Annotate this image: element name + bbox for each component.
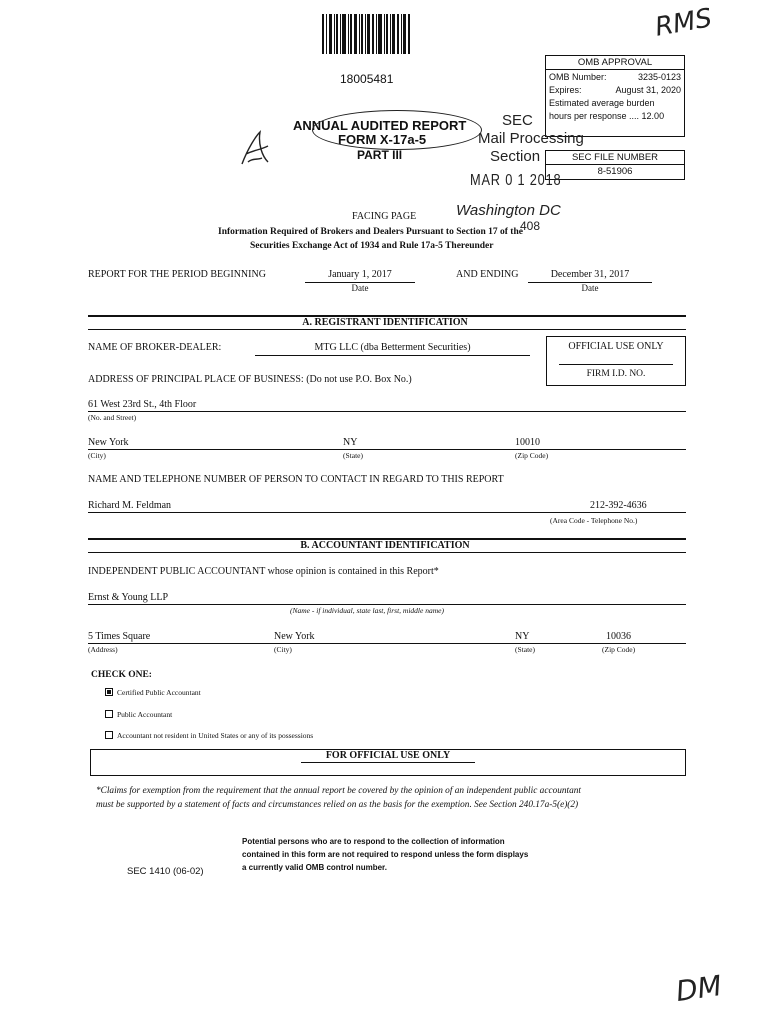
accountant-state: NY [515, 631, 530, 642]
form-title-line2: FORM X-17a-5 [338, 132, 427, 147]
option-cpa[interactable] [105, 688, 201, 697]
omb-burden-line2: hours per response .... 12.00 [549, 111, 665, 121]
contact-phone: 212-392-4636 [590, 500, 647, 511]
option-cpa-label: Certified Public Accountant [117, 688, 201, 697]
accountant-address: 5 Times Square [88, 631, 151, 642]
period-end-value: December 31, 2017 [550, 269, 630, 280]
accountant-state-caption: (State) [515, 645, 535, 654]
stamp-section: Section [490, 148, 541, 165]
option-public-accountant[interactable] [105, 710, 172, 719]
handwritten-initials-top: RMS [652, 3, 715, 43]
state-value: NY [343, 437, 358, 448]
check-one-label: CHECK ONE: [91, 670, 152, 680]
omb-title: OMB APPROVAL [546, 56, 684, 70]
omb-expires-label: Expires: [549, 85, 582, 95]
sec-file-number: 8-51906 [597, 166, 633, 177]
omb-number-label: OMB Number: [549, 72, 607, 82]
broker-value: MTG LLC (dba Betterment Securities) [314, 342, 471, 353]
form-code: SEC 1410 (06-02) [127, 866, 204, 877]
form-title-line3: PART III [357, 148, 403, 162]
omb-expires: August 31, 2020 [615, 85, 681, 95]
public-accountant-checkbox[interactable] [105, 710, 113, 718]
phone-caption: (Area Code - Telephone No.) [550, 516, 638, 525]
firm-id-label: FIRM I.D. NO. [586, 369, 646, 379]
claims-note-line2: must be supported by a statement of facts and circumstances relied on as the basis for the exemption. See Section 240.17a-5(e)(2) [96, 800, 579, 810]
broker-label: NAME OF BROKER-DEALER: [88, 342, 222, 353]
barcode-number: 18005481 [340, 72, 394, 86]
section-a-title: A. REGISTRANT IDENTIFICATION [302, 317, 468, 328]
cpa-checkbox[interactable] [105, 688, 113, 696]
accountant-zip-caption: (Zip Code) [602, 645, 636, 654]
period-and-ending: AND ENDING [456, 269, 519, 280]
potential-line2: contained in this form are not required to respond unless the form displays [242, 850, 529, 859]
form-title-line1: ANNUAL AUDITED REPORT [293, 118, 467, 133]
accountant-city-caption: (City) [274, 645, 292, 654]
option-not-resident[interactable] [105, 731, 313, 740]
handwritten-mark-left [238, 128, 272, 168]
info-line2: Securities Exchange Act of 1934 and Rule 17a-5 Thereunder [250, 241, 494, 251]
handwritten-initials-bottom: DM [673, 968, 724, 1009]
sec-file-title: SEC FILE NUMBER [546, 151, 684, 165]
omb-number: 3235-0123 [637, 72, 681, 82]
omb-approval-box [545, 55, 685, 137]
sec-file-box [545, 150, 685, 180]
claims-note-line1: *Claims for exemption from the requirement that the annual report be covered by the opinion of an independent public accountant [96, 786, 581, 796]
street-value: 61 West 23rd St., 4th Floor [88, 399, 197, 410]
for-official-use-label: FOR OFFICIAL USE ONLY [301, 750, 475, 763]
contact-label: NAME AND TELEPHONE NUMBER OF PERSON TO CONTACT IN REGARD TO THIS REPORT [88, 474, 504, 485]
period-begin-caption: Date [351, 283, 369, 293]
contact-name: Richard M. Feldman [88, 500, 172, 511]
period-begin-value: January 1, 2017 [328, 269, 392, 280]
accountant-city: New York [274, 631, 315, 642]
period-end-caption: Date [581, 283, 599, 293]
option-not-resident-label: Accountant not resident in United States or any of its possessions [117, 731, 314, 740]
period-label: REPORT FOR THE PERIOD BEGINNING [88, 269, 266, 280]
stamp-date: MAR 0 1 2018 [470, 172, 562, 189]
for-official-use-box [90, 749, 686, 776]
barcode [322, 14, 410, 54]
potential-line3: a currently valid OMB control number. [242, 863, 387, 872]
potential-line1: Potential persons who are to respond to the collection of information [242, 837, 505, 846]
city-caption: (City) [88, 451, 106, 460]
official-use-label: OFFICIAL USE ONLY [568, 341, 664, 352]
accountant-name: Ernst & Young LLP [88, 592, 169, 603]
omb-burden-line1: Estimated average burden [549, 98, 655, 108]
address-label: ADDRESS OF PRINCIPAL PLACE OF BUSINESS: (Do not use P.O. Box No.) [88, 374, 412, 385]
stamp-mail-processing: Mail Processing [478, 130, 584, 147]
state-caption: (State) [343, 451, 363, 460]
accountant-label: INDEPENDENT PUBLIC ACCOUNTANT whose opinion is contained in this Report* [88, 566, 439, 577]
option-public-accountant-label: Public Accountant [117, 710, 173, 719]
accountant-zip: 10036 [606, 631, 631, 642]
stamp-washington: Washington DC [456, 202, 561, 219]
stamp-code: 408 [520, 219, 541, 233]
accountant-address-caption: (Address) [88, 645, 118, 654]
official-use-box [546, 336, 686, 386]
zip-caption: (Zip Code) [515, 451, 549, 460]
facing-page-title: FACING PAGE [352, 211, 417, 222]
not-resident-checkbox[interactable] [105, 731, 113, 739]
info-line1: Information Required of Brokers and Dealers Pursuant to Section 17 of the [218, 227, 523, 237]
zip-value: 10010 [515, 437, 540, 448]
section-b-title: B. ACCOUNTANT IDENTIFICATION [300, 540, 470, 551]
street-caption: (No. and Street) [88, 413, 137, 422]
city-value: New York [88, 437, 129, 448]
stamp-sec: SEC [502, 112, 533, 129]
accountant-name-caption: (Name - if individual, state last, first, middle name) [290, 606, 444, 615]
